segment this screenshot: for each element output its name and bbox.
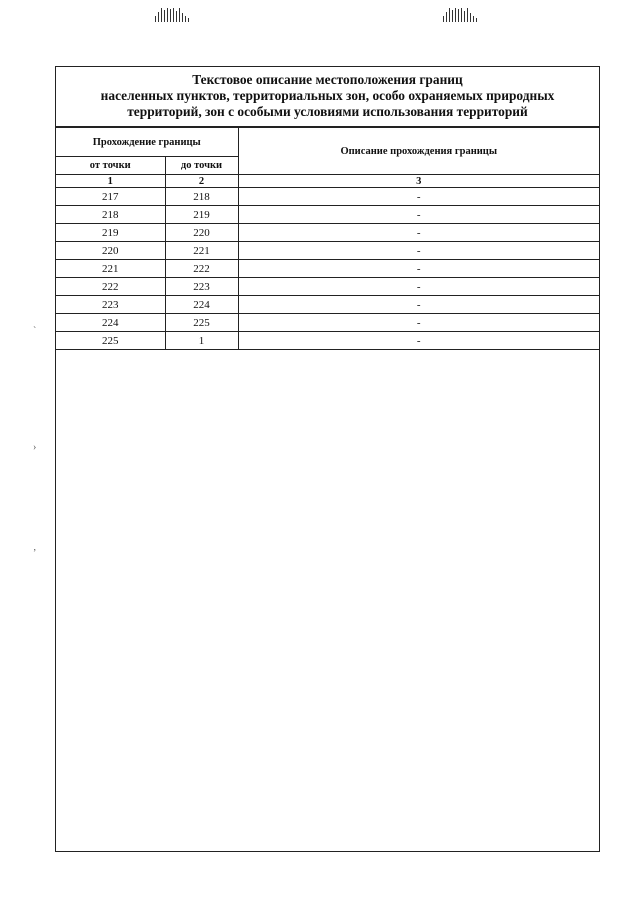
table-row xyxy=(56,242,599,260)
cell-from: 222 xyxy=(56,278,165,296)
cell-to: 222 xyxy=(165,260,238,278)
cell-to: 219 xyxy=(165,206,238,224)
table-row xyxy=(56,188,599,206)
cell-from: 220 xyxy=(56,242,165,260)
barcode-bar xyxy=(179,8,180,22)
cell-from: 225 xyxy=(56,332,165,350)
cell-to: 1 xyxy=(165,332,238,350)
cell-description: - xyxy=(238,296,599,314)
table-row xyxy=(56,206,599,224)
cell-to: 225 xyxy=(165,314,238,332)
cell-description: - xyxy=(238,224,599,242)
table-row xyxy=(56,296,599,314)
table-row xyxy=(56,278,599,296)
title-line: Текстовое описание местоположения границ xyxy=(192,72,463,87)
barcode-bar xyxy=(458,9,459,22)
cell-from: 217 xyxy=(56,188,165,206)
barcode-bar xyxy=(158,12,159,22)
barcode-bar xyxy=(188,18,189,22)
barcode-bar xyxy=(185,16,186,22)
barcode-bar xyxy=(461,8,462,22)
scan-artifact-mark: ` xyxy=(33,326,37,337)
cell-to: 223 xyxy=(165,278,238,296)
barcode-bar xyxy=(176,11,177,22)
table-row xyxy=(56,314,599,332)
col-from-header: от точки xyxy=(56,157,165,175)
cell-to: 218 xyxy=(165,188,238,206)
cell-description: - xyxy=(238,260,599,278)
barcode-bar xyxy=(464,11,465,22)
barcode-bar xyxy=(170,9,171,22)
cell-description: - xyxy=(238,332,599,350)
document-frame xyxy=(55,66,600,852)
cell-from: 221 xyxy=(56,260,165,278)
barcode-bar xyxy=(476,18,477,22)
barcode-bar xyxy=(173,8,174,22)
boundary-table xyxy=(56,127,599,350)
barcode-bar xyxy=(182,13,183,22)
cell-description: - xyxy=(238,278,599,296)
cell-description: - xyxy=(238,206,599,224)
barcode-bar xyxy=(155,16,156,22)
group-header: Прохождение границы xyxy=(56,128,238,157)
col-to-header: до точки xyxy=(165,157,238,175)
cell-from: 219 xyxy=(56,224,165,242)
col-number-2: 2 xyxy=(165,175,238,188)
barcode-bar xyxy=(455,8,456,22)
barcode-left xyxy=(155,8,189,22)
barcode-bar xyxy=(443,16,444,22)
col-number-1: 1 xyxy=(56,175,165,188)
cell-from: 223 xyxy=(56,296,165,314)
table-row xyxy=(56,260,599,278)
title-line: территорий, зон с особыми условиями использования территорий xyxy=(127,104,528,119)
barcode-right xyxy=(443,8,477,22)
barcode-bar xyxy=(446,12,447,22)
cell-description: - xyxy=(238,314,599,332)
barcode-bar xyxy=(449,8,450,22)
barcode-bar xyxy=(167,8,168,22)
cell-from: 224 xyxy=(56,314,165,332)
cell-from: 218 xyxy=(56,206,165,224)
barcode-bar xyxy=(473,16,474,22)
cell-to: 220 xyxy=(165,224,238,242)
scan-artifact-mark: ’ xyxy=(33,548,37,559)
description-header: Описание прохождения границы xyxy=(238,128,599,175)
barcode-bar xyxy=(452,10,453,22)
document-title xyxy=(56,67,599,127)
title-line: населенных пунктов, территориальных зон, особо охраняемых природных xyxy=(100,88,555,103)
cell-to: 224 xyxy=(165,296,238,314)
cell-description: - xyxy=(238,242,599,260)
table-row xyxy=(56,224,599,242)
barcode-bar xyxy=(467,8,468,22)
col-number-3: 3 xyxy=(238,175,599,188)
table-row xyxy=(56,332,599,350)
barcode-bar xyxy=(470,13,471,22)
scan-artifact-mark: › xyxy=(33,442,37,453)
barcode-bar xyxy=(164,10,165,22)
cell-description: - xyxy=(238,188,599,206)
cell-to: 221 xyxy=(165,242,238,260)
barcode-bar xyxy=(161,8,162,22)
